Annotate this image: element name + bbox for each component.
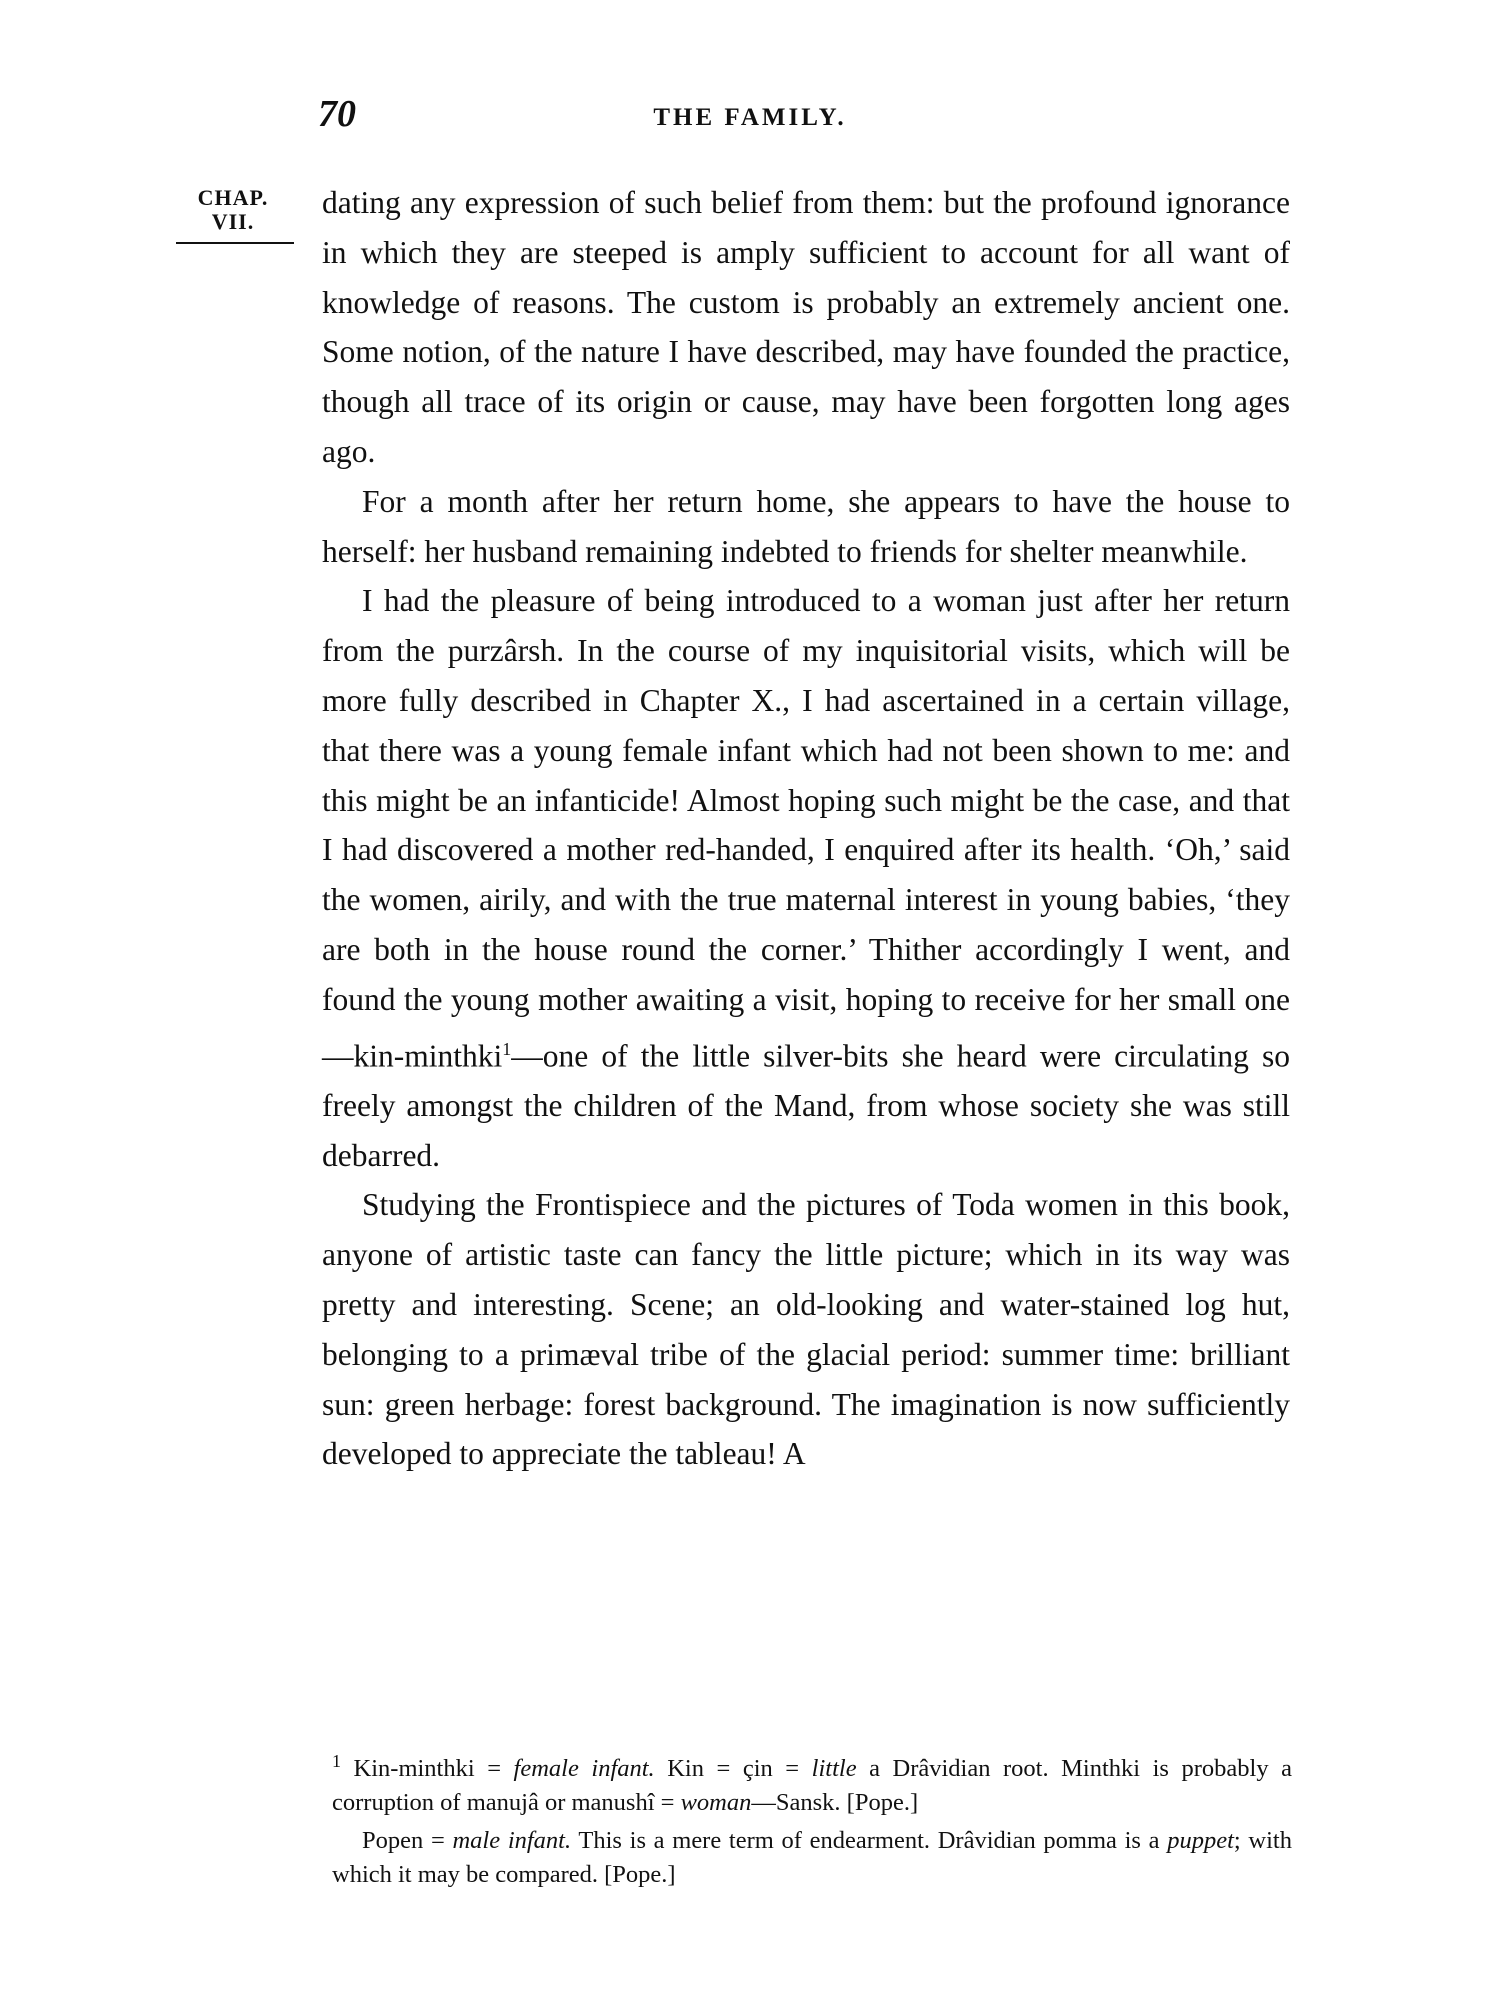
footnote-1-text-a: Kin-minthki = bbox=[353, 1755, 514, 1783]
footnote-1-text-c: a Drâvidian root. Minthki is probably a corruption of manujâ or manushî = bbox=[332, 1755, 1292, 1817]
footnote-2 bbox=[332, 1824, 1292, 1892]
paragraph-3-text-b: —one of the little silver-bits she heard were circulating so freely amongst the children of the Mand, from whose society she was still debarred. bbox=[322, 1038, 1290, 1173]
footnote-1-italic-a: female infant. bbox=[513, 1755, 655, 1783]
paragraph-4: Studying the Frontispiece and the pictures of Toda women in this book, anyone of artistic taste can fancy the little picture; which in its way was pretty and interesting. Scene; an old-looking and water-stained log hut, belonging to a primæval tribe of the glacial period: summer time: brilliant sun: green herbage: forest background. The imagination is now sufficiently developed to appreciate the tableau! A bbox=[322, 1187, 1290, 1472]
chapter-number: VII. bbox=[211, 209, 255, 234]
footnote-reference-mark: 1 bbox=[502, 1038, 512, 1059]
footnote-1-italic-c: woman bbox=[680, 1789, 752, 1817]
paragraph-3-text-a: I had the pleasure of being introduced to a woman just after her return from the purzârsh. In the course of my inquisitorial visits, which will be more fully described in Chapter X., I had ascertained in a certain village, that there was a young female infant which had not been shown to me: and this might be an infanticide! Almost hoping such might be the case, and that I had discovered a mother red-handed, I enquired after its health. ‘Oh,’ said the women, airily, and with the true maternal interest in young babies, ‘they are both in the house round the corner.’ Thither accordingly I went, and found the young mother awaiting a visit, hoping to receive for her small one—kin-minthki bbox=[322, 583, 1290, 1074]
margin-note-rule bbox=[176, 242, 294, 244]
running-title: THE FAMILY. bbox=[653, 104, 847, 131]
footnote-2-text-a: Popen = bbox=[362, 1827, 453, 1855]
paragraph-2: For a month after her return home, she appears to have the house to herself: her husband remaining indebted to friends for shelter meanwhile. bbox=[322, 483, 1290, 569]
paragraph-1: dating any expression of such belief from them: but the profound ignorance in which they are steeped is amply sufficient to account for all want of knowledge of reasons. The custom is probably an extremely ancient one. Some notion, of the nature I have described, may have founded the practice, though all trace of its origin or cause, may have been forgotten long ages ago. bbox=[322, 185, 1290, 469]
body-text bbox=[322, 178, 1290, 1479]
footnote-2-text-c: ; with which it may be compared. [Pope.] bbox=[332, 1827, 1292, 1889]
page-number: 70 bbox=[318, 93, 356, 135]
footnote-1 bbox=[332, 1744, 1292, 1820]
footnote-2-italic-b: puppet bbox=[1167, 1827, 1234, 1855]
paragraph-3 bbox=[322, 576, 1290, 1180]
footnote-1-text-d: —Sansk. [Pope.] bbox=[751, 1789, 919, 1817]
footnotes bbox=[332, 1744, 1292, 1892]
chapter-label: CHAP. bbox=[197, 185, 269, 210]
footnote-1-italic-b: little bbox=[811, 1755, 857, 1783]
chapter-margin-note bbox=[168, 186, 298, 244]
footnote-1-mark: 1 bbox=[332, 1751, 341, 1771]
footnote-2-italic-a: male infant. bbox=[452, 1827, 572, 1855]
footnote-1-text-b: Kin = çin = bbox=[654, 1755, 812, 1783]
footnote-2-text-b: This is a mere term of endearment. Drâvidian pomma is a bbox=[571, 1827, 1168, 1855]
